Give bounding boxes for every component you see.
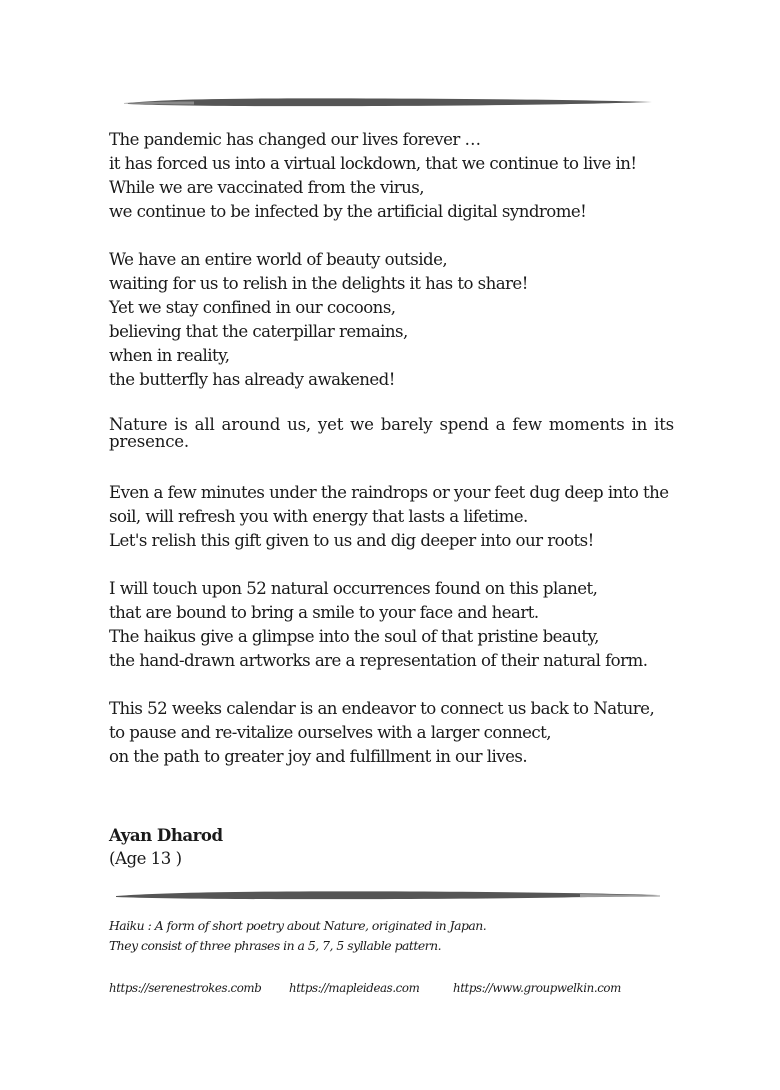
poem-line: Even a few minutes under the raindrops or your feet dug deep into the	[109, 483, 669, 502]
poem-line: the butterfly has already awakened!	[109, 370, 395, 389]
poem-line: it has forced us into a virtual lockdown, that we continue to live in!	[109, 154, 637, 173]
stanza-4	[109, 481, 674, 553]
poem-line: soil, will refresh you with energy that lasts a lifetime.	[109, 507, 528, 526]
stanza-6	[109, 697, 674, 769]
poem-line: We have an entire world of beauty outside,	[109, 250, 448, 269]
link-serenestrokes[interactable]: https://serenestrokes.comb	[109, 981, 262, 995]
poem-line: The haikus give a glimpse into the soul of that pristine beauty,	[109, 627, 599, 646]
poem-line: we continue to be infected by the artificial digital syndrome!	[109, 202, 587, 221]
footnote-line: Haiku : A form of short poetry about Nature, originated in Japan.	[109, 918, 487, 933]
paragraph-nature: Nature is all around us, yet we barely spend a few moments in its presence.	[109, 415, 674, 451]
poem-line: The pandemic has changed our lives forever …	[109, 130, 481, 149]
poem-line: While we are vaccinated from the virus,	[109, 178, 424, 197]
bottom-brush-stroke-divider	[110, 886, 662, 904]
stanza-5	[109, 577, 674, 673]
poem-line: when in reality,	[109, 346, 230, 365]
stanza-2	[109, 248, 674, 392]
link-mapleideas[interactable]: https://mapleideas.com	[289, 981, 420, 995]
poem-line: Yet we stay confined in our cocoons,	[109, 298, 396, 317]
haiku-footnote	[109, 916, 486, 956]
author-name: Ayan Dharod	[109, 825, 223, 845]
link-groupwelkin[interactable]: https://www.groupwelkin.com	[453, 981, 621, 995]
footnote-line: They consist of three phrases in a 5, 7, 5 syllable pattern.	[109, 938, 442, 953]
poem-line: that are bound to bring a smile to your face and heart.	[109, 603, 539, 622]
poem-line: waiting for us to relish in the delights it has to share!	[109, 274, 528, 293]
poem-line: This 52 weeks calendar is an endeavor to connect us back to Nature,	[109, 699, 655, 718]
top-brush-stroke-divider	[124, 94, 656, 110]
poem-line: the hand-drawn artworks are a representation of their natural form.	[109, 651, 648, 670]
poem-line: believing that the caterpillar remains,	[109, 322, 408, 341]
author-signature	[109, 823, 223, 871]
stanza-1	[109, 128, 674, 224]
poem-line: to pause and re-vitalize ourselves with a larger connect,	[109, 723, 551, 742]
poem-line: on the path to greater joy and fulfillment in our lives.	[109, 747, 528, 766]
poem-line: Let's relish this gift given to us and dig deeper into our roots!	[109, 531, 594, 550]
poem-line: I will touch upon 52 natural occurrences found on this planet,	[109, 579, 598, 598]
author-age: (Age 13 )	[109, 849, 182, 868]
poem-body	[109, 128, 674, 793]
